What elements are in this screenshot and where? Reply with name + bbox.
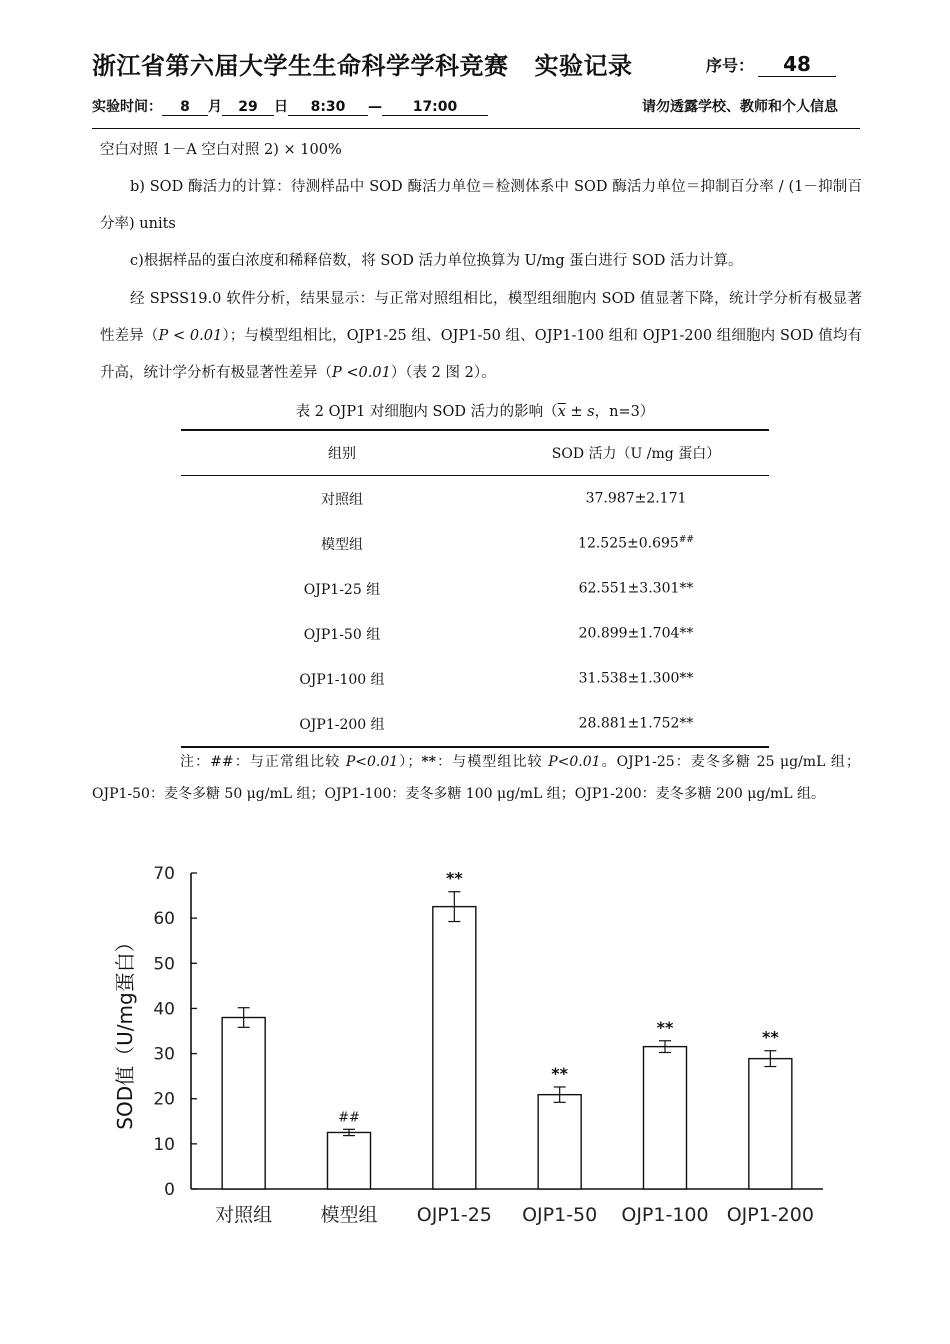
privacy-notice: 请勿透露学校、教师和个人信息: [642, 99, 838, 115]
month-value: 8: [162, 99, 208, 116]
sod-value: 31.538±1.300**: [578, 670, 694, 687]
note-stars: **: [421, 754, 436, 770]
month-unit: 月: [208, 99, 222, 115]
sod-value: 28.881±1.752**: [578, 715, 694, 732]
note-p-value-2: P<0.01: [548, 754, 601, 770]
note-text-a: 注：##：与正常组比较: [180, 754, 346, 770]
table-row: [181, 476, 769, 522]
time-dash: —: [368, 99, 382, 115]
x-tick-label: OJP1-25: [416, 1204, 492, 1226]
table-row: [181, 656, 769, 701]
sequence-value: 48: [758, 52, 836, 77]
sod-bar-chart: [95, 850, 835, 1250]
experiment-time-row: [92, 96, 860, 116]
paragraph-results: [100, 281, 862, 392]
x-tick-label: OJP1-100: [621, 1204, 709, 1226]
bar: [328, 1132, 371, 1189]
start-time: 8:30: [288, 99, 368, 116]
y-tick-label: 0: [164, 1180, 175, 1200]
y-tick-label: 40: [153, 999, 175, 1020]
end-time: 17:00: [382, 99, 488, 116]
paragraph-sod-calc: b) SOD 酶活力的计算：待测样品中 SOD 酶活力单位＝检测体系中 SOD 酶活力单位＝抑制百分率 / (1－抑制百分率) units: [100, 179, 862, 232]
y-tick-label: 20: [153, 1089, 175, 1110]
p-value-1: P < 0.01: [158, 328, 223, 344]
time-label: 实验时间：: [92, 99, 162, 115]
results-text-c: ）（表 2 图 2）。: [390, 365, 496, 381]
note-p-value-1: P<0.01: [345, 754, 399, 770]
cell-sod: [503, 611, 769, 656]
sod-activity-table: [181, 429, 769, 748]
note-text-b: ）；: [398, 754, 422, 770]
paragraph-conversion: c)根据样品的蛋白浓度和稀释倍数，将 SOD 活力单位换算为 U/mg 蛋白进行 SOD 活力计算。: [130, 253, 743, 269]
sequence-label: 序号：: [706, 56, 755, 75]
bar: [222, 1018, 265, 1189]
results-text-b: ）；与模型组相比，OJP1-25 组、OJP1-50 组、OJP1-100 组和 OJP1-200 组细胞内 SOD 值均有升高，统计学分析有极显著性差异（: [100, 328, 862, 381]
table-row: [181, 701, 769, 747]
day-value: 29: [222, 99, 274, 116]
note-text-d: 。OJP1-25：麦冬多糖 25 μg/mL 组；OJP1-50：麦冬多糖 50 μg/mL 组；OJP1-100：麦冬多糖 100 μg/mL 组；OJP1-200：麦冬多糖 200 μg/mL 组。: [92, 754, 860, 802]
y-axis-label: SOD值（U/mg蛋白）: [113, 932, 137, 1130]
y-tick-label: 10: [153, 1134, 175, 1155]
caption-text-b: ±: [565, 404, 588, 420]
table-footnote: [92, 746, 860, 810]
sod-value: 62.551±3.301**: [578, 580, 694, 597]
y-tick-label: 60: [153, 909, 175, 930]
caption-text-a: 表 2 OJP1 对细胞内 SOD 活力的影响（: [295, 404, 558, 420]
significance-label: **: [551, 1063, 569, 1083]
bar: [644, 1047, 687, 1189]
cell-group: 对照组: [321, 491, 363, 508]
bar: [538, 1095, 581, 1189]
cell-sod: [503, 566, 769, 611]
page-title: [92, 46, 633, 81]
y-tick-label: 70: [153, 864, 175, 884]
cell-sod: [503, 476, 769, 522]
caption-sd-symbol: s: [587, 404, 595, 420]
x-tick-label: OJP1-200: [726, 1204, 814, 1226]
significance-label: **: [761, 1027, 779, 1047]
table-row: [181, 611, 769, 656]
cell-group: OJP1-25 组: [303, 581, 381, 598]
significance-label: **: [656, 1017, 674, 1037]
table-row: [181, 566, 769, 611]
cell-group: OJP1-100 组: [299, 671, 385, 688]
bar: [433, 907, 476, 1189]
note-text-c: ：与模型组比较: [435, 754, 549, 770]
sod-value: 12.525±0.695: [578, 535, 679, 552]
significance-label: **: [445, 868, 463, 888]
day-unit: 日: [274, 99, 288, 115]
x-tick-label: 对照组: [215, 1204, 273, 1226]
table-row: [181, 521, 769, 566]
cell-sod: [503, 701, 769, 747]
sod-value: 20.899±1.704**: [578, 625, 694, 642]
cell-group: OJP1-200 组: [181, 701, 503, 747]
column-header-group: 组别: [181, 430, 503, 476]
bar: [749, 1059, 792, 1189]
cell-group: OJP1-50 组: [303, 626, 381, 643]
sod-value: 37.987±2.171: [585, 490, 687, 507]
significance-label: ##: [338, 1110, 360, 1126]
y-tick-label: 50: [153, 954, 175, 975]
x-tick-label: 模型组: [320, 1204, 378, 1226]
caption-text-c: ，n=3）: [594, 404, 655, 420]
caption-mean-symbol: $\overline{x}$: [557, 404, 566, 420]
table-caption: [0, 400, 950, 421]
results-text-a: 经 SPSS19.0 软件分析，结果显示：与正常对照组相比，模型组细胞内 SOD 值显著下降，统计学分析有极显著性差异（: [100, 291, 862, 344]
header-divider: [92, 128, 860, 129]
competition-title: 浙江省第六届大学生生命科学学科竞赛: [92, 52, 509, 80]
p-value-2: P <0.01: [332, 365, 391, 381]
cell-group: 模型组: [321, 536, 363, 553]
formula-line: 空白对照 1－A 空白对照 2) × 100%: [100, 142, 342, 158]
sod-mark: ##: [678, 535, 694, 546]
column-header-sod: SOD 活力（U /mg 蛋白）: [503, 430, 769, 476]
cell-sod: [503, 521, 769, 566]
sequence-number: [706, 52, 836, 77]
y-tick-label: 30: [153, 1044, 175, 1065]
x-tick-label: OJP1-50: [522, 1204, 598, 1226]
table-header-row: [181, 430, 769, 476]
record-title: 实验记录: [534, 52, 633, 80]
cell-sod: [503, 656, 769, 701]
